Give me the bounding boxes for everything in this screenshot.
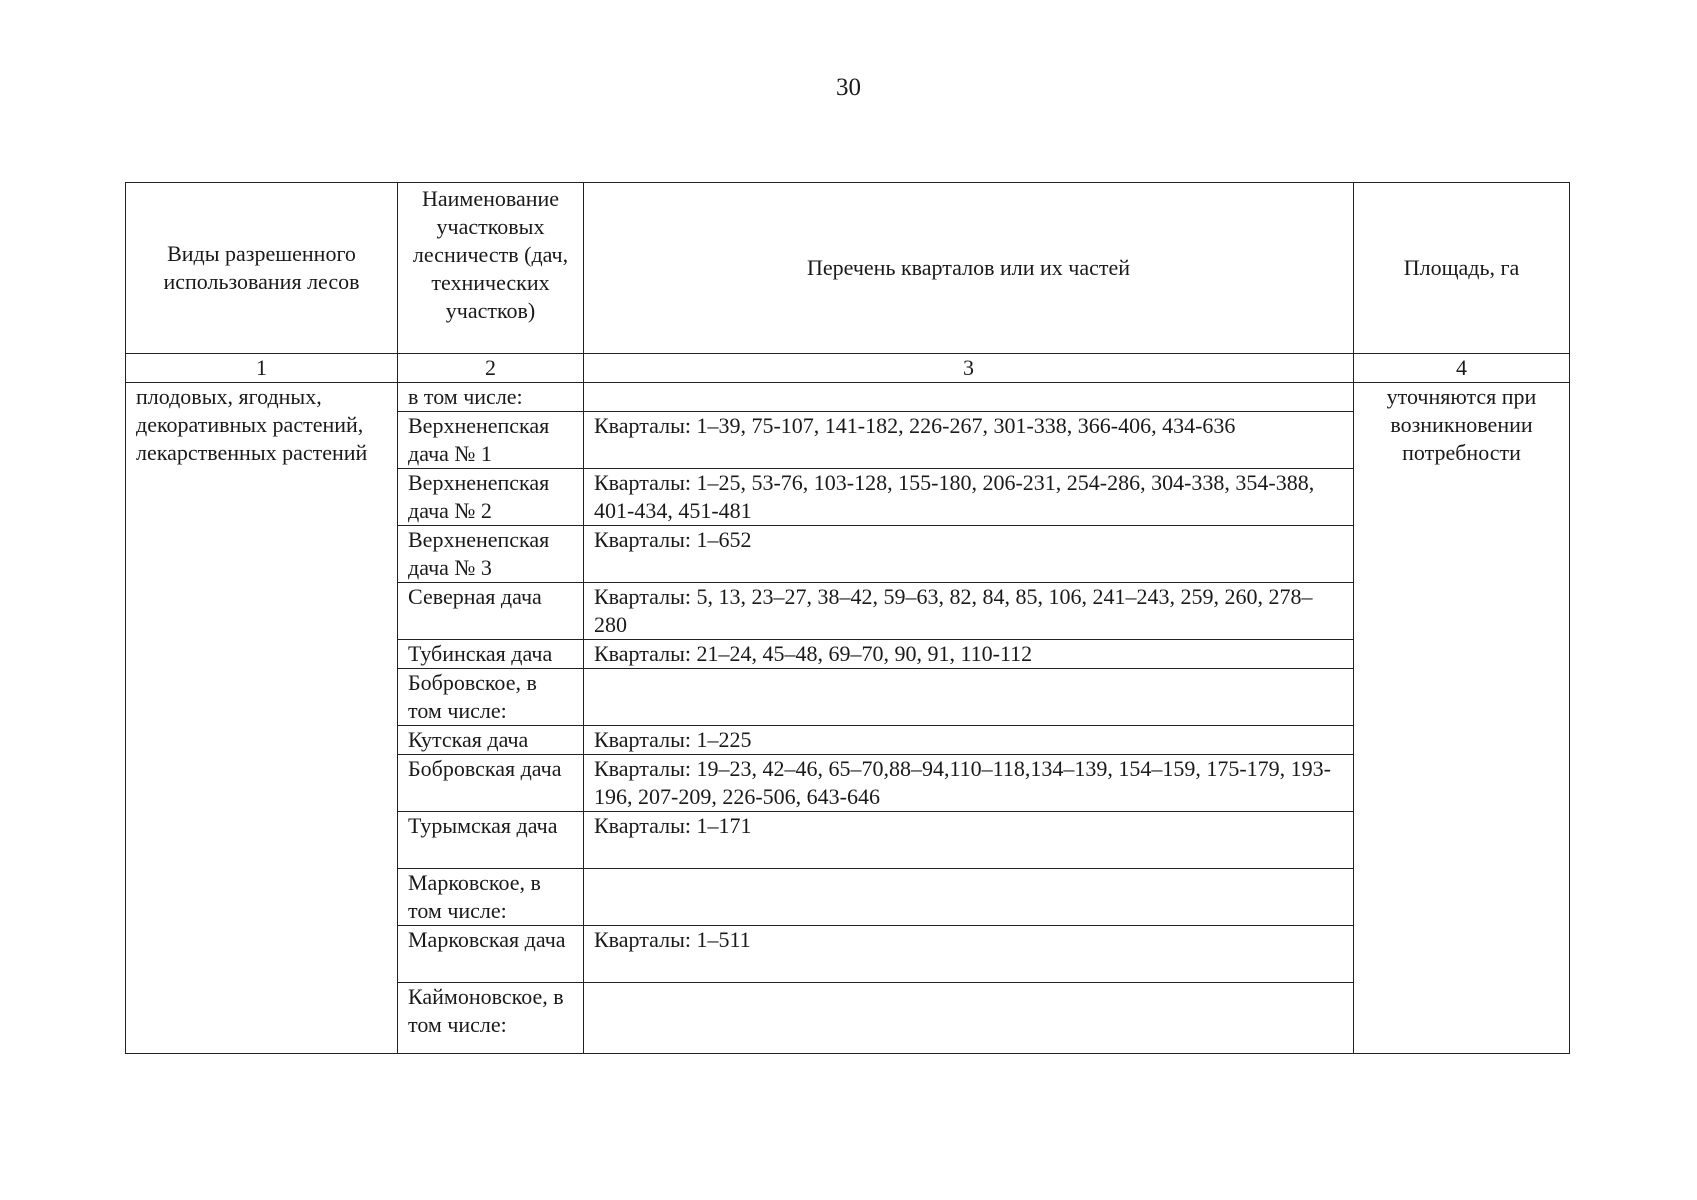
header-forestry-name: Наименование участковых лесничеств (дач, технических участков) <box>398 183 584 354</box>
column-number: 3 <box>584 354 1354 383</box>
header-use-type: Виды разрешенного использования лесов <box>126 183 398 354</box>
quarters-cell <box>584 869 1354 926</box>
column-number: 2 <box>398 354 584 383</box>
forestry-name-cell: Северная дача <box>398 583 584 640</box>
header-area: Площадь, га <box>1354 183 1570 354</box>
forestry-name-cell: Бобровское, в том числе: <box>398 669 584 726</box>
page-number: 30 <box>836 74 861 101</box>
quarters-cell: Кварталы: 1–39, 75-107, 141-182, 226-267, 301-338, 366-406, 434-636 <box>584 412 1354 469</box>
forestry-name-cell: Верхненепская дача № 3 <box>398 526 584 583</box>
column-number-row <box>126 354 1570 383</box>
forestry-name-cell: Марковское, в том числе: <box>398 869 584 926</box>
quarters-cell: Кварталы: 1–171 <box>584 812 1354 869</box>
column-number: 1 <box>126 354 398 383</box>
forestry-name-cell: Кутская дача <box>398 726 584 755</box>
forestry-name-cell: Верхненепская дача № 2 <box>398 469 584 526</box>
quarters-cell: Кварталы: 5, 13, 23–27, 38–42, 59–63, 82, 84, 85, 106, 241–243, 259, 260, 278–280 <box>584 583 1354 640</box>
quarters-cell: Кварталы: 1–652 <box>584 526 1354 583</box>
header-quarters-list: Перечень кварталов или их частей <box>584 183 1354 354</box>
forest-use-table <box>125 182 1570 1054</box>
quarters-cell: Кварталы: 1–225 <box>584 726 1354 755</box>
quarters-cell: Кварталы: 1–511 <box>584 926 1354 983</box>
forestry-name-cell: Бобровская дача <box>398 755 584 812</box>
forestry-name-cell: Верхненепская дача № 1 <box>398 412 584 469</box>
quarters-cell: Кварталы: 1–25, 53-76, 103-128, 155-180, 206-231, 254-286, 304-338, 354-388, 401-434, 451-481 <box>584 469 1354 526</box>
table-header-row <box>126 183 1570 354</box>
quarters-cell <box>584 669 1354 726</box>
quarters-cell <box>584 383 1354 412</box>
forestry-name-cell: Турымская дача <box>398 812 584 869</box>
quarters-cell: Кварталы: 21–24, 45–48, 69–70, 90, 91, 110-112 <box>584 640 1354 669</box>
column-number: 4 <box>1354 354 1570 383</box>
use-type-cell: плодовых, ягодных, декоративных растений, лекарственных растений <box>126 383 398 1054</box>
table-row <box>126 383 1570 412</box>
quarters-cell <box>584 983 1354 1054</box>
forestry-name-cell: в том числе: <box>398 383 584 412</box>
forestry-name-cell: Марковская дача <box>398 926 584 983</box>
forestry-name-cell: Каймоновское, в том числе: <box>398 983 584 1054</box>
forestry-name-cell: Тубинская дача <box>398 640 584 669</box>
area-cell: уточняются при возникновении потребности <box>1354 383 1570 1054</box>
quarters-cell: Кварталы: 19–23, 42–46, 65–70,88–94,110–118,134–139, 154–159, 175-179, 193-196, 207-209, 226-506, 643-646 <box>584 755 1354 812</box>
